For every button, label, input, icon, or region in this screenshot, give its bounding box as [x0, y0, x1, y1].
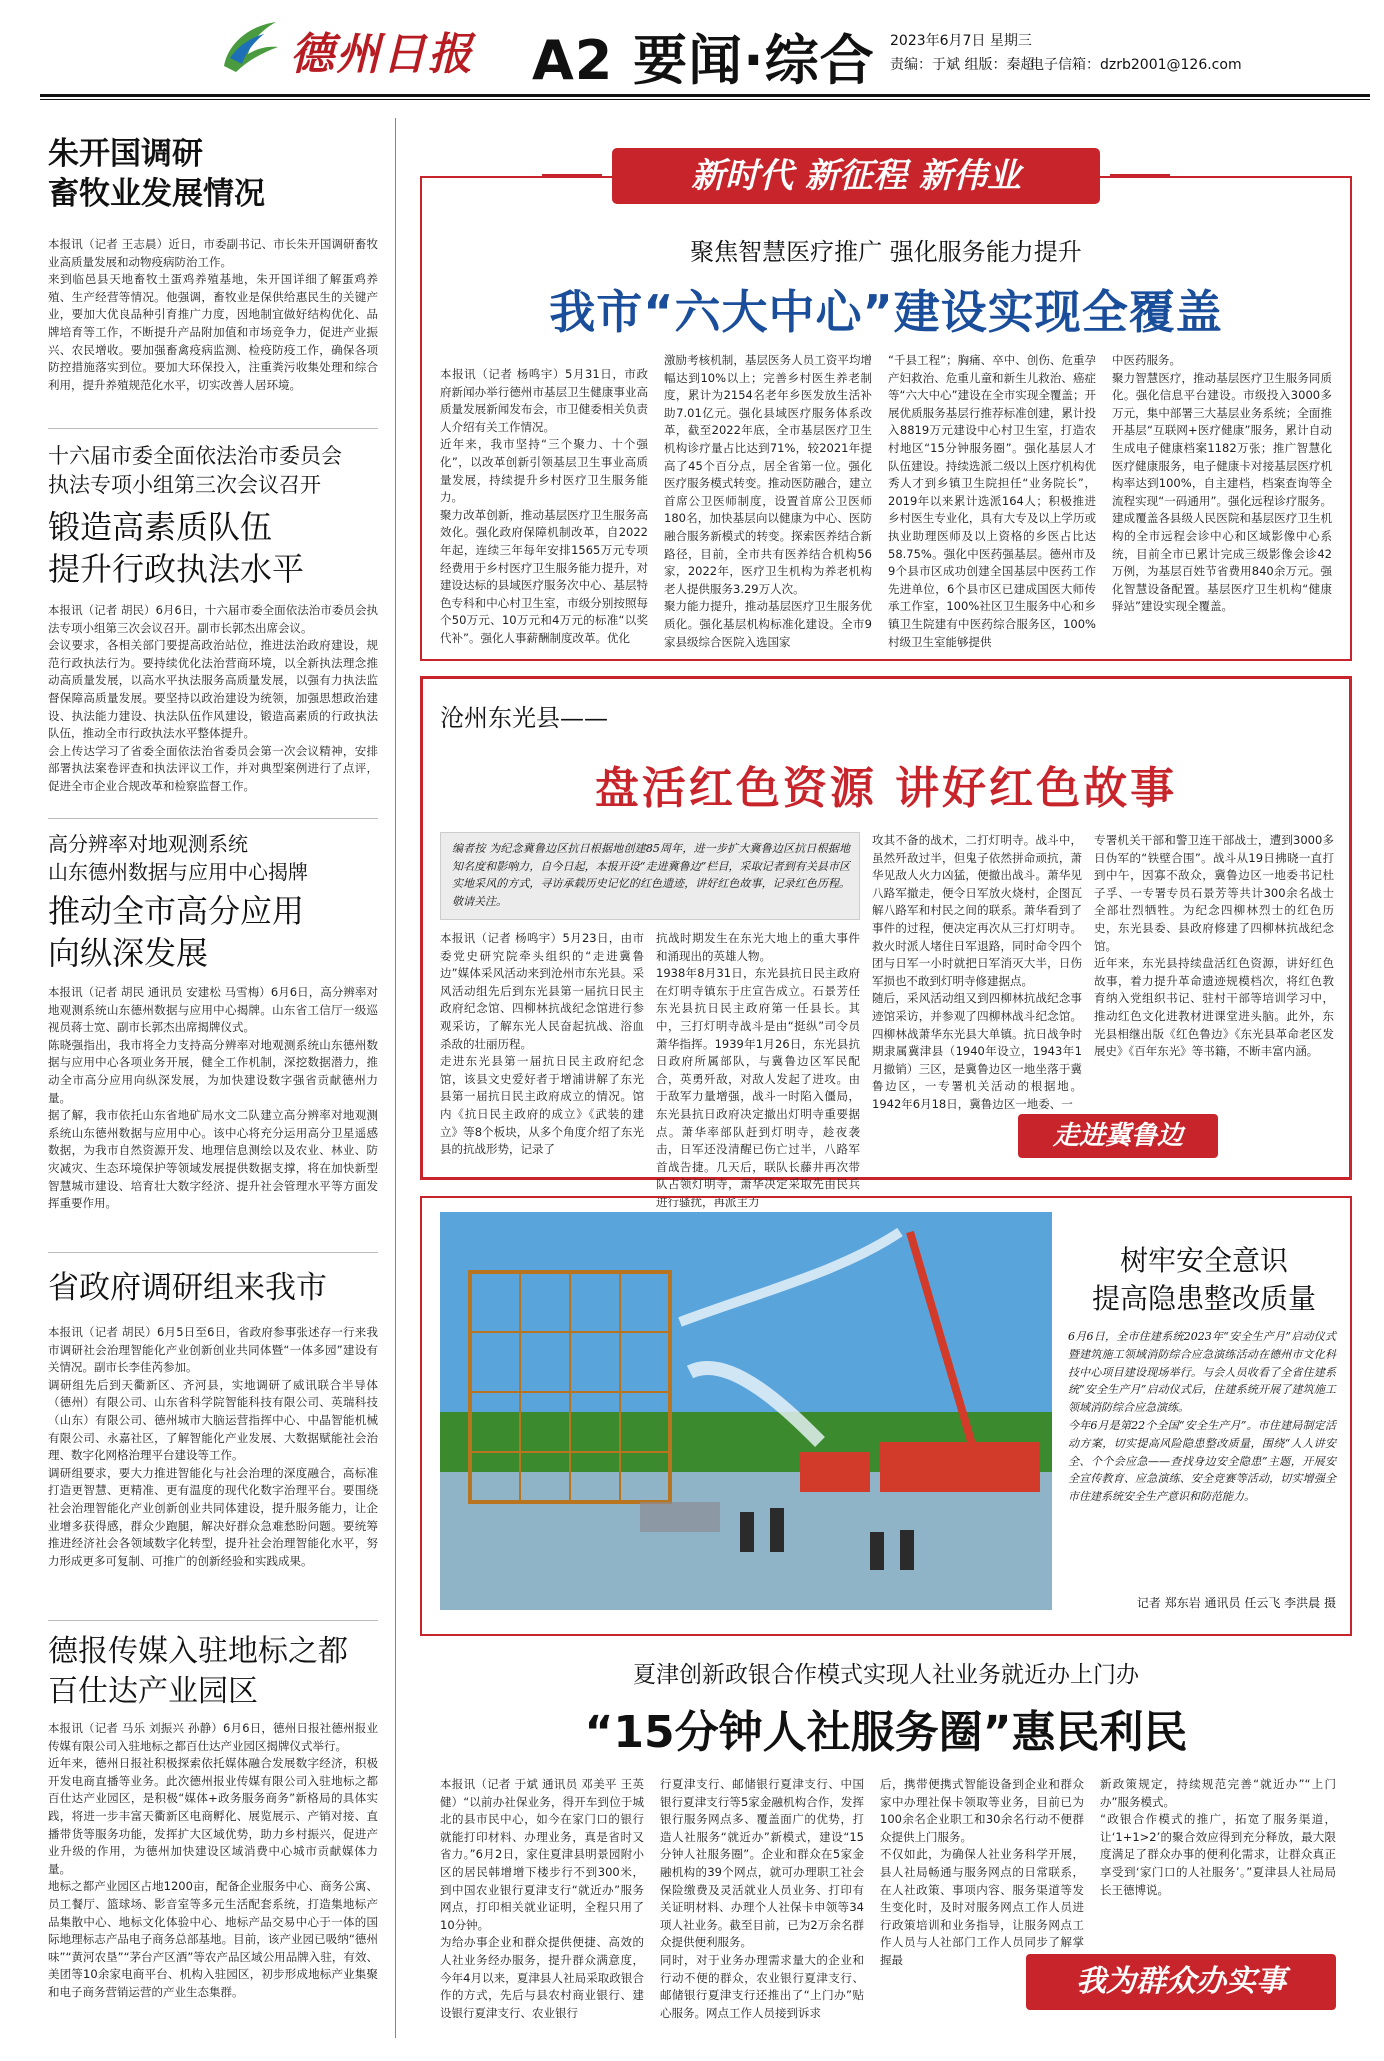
story-divider	[48, 818, 378, 819]
story5-title: 德报传媒入驻地标之都 百仕达产业园区	[48, 1634, 348, 1709]
feature2-title: 盘活红色资源 讲好红色故事	[594, 763, 1178, 814]
feature2-col1: 本报讯（记者 杨鸣宇）5月23日，由市委党史研究院牵头组织的“走进冀鲁边”媒体采风活动来到沧州市东光县。采风活动组先后到东光县第一届抗日民主政府纪念馆、四柳林抗战纪念馆进行参观采访，了解东光人民奋起抗战、浴血杀敌的壮丽历程。 走进东光县第一届抗日民主政府纪念馆，该县文史爱好者于增浦讲解了东光县第一届抗日民主政府成立的情况。馆内《抗日民主政府的成立》《武装的建立》等8个板块，从多个角度介绍了东光县的抗战形势，记录了	[440, 931, 644, 1157]
page-label: A2 要闻·综合	[532, 29, 875, 92]
feature1-banner: 新时代 新征程 新伟业	[612, 148, 1100, 204]
story2-body: 本报讯（记者 胡民）6月6日，十六届市委全面依法治市委员会执法专项小组第三次会议召开。副市长郭杰出席会议。 会议要求，各相关部门要提高政治站位，推进法治政府建设，规范行政执法行为。要持续优化法治营商环境，以全新执法理念推动高质量发展，以高水平执法服务高质量发展，以强有力执法监督保障高质量发展。要坚持以政治建设为统领，加强思想政治建设、执法能力建设、执法队伍作风建设，锻造高素质的行政执法队伍，推动全市行政执法水平整体提升。 会上传达学习了省委全面依法治省委员会第一次会议精神，安排部署执法案卷评查和执法评议工作，并对典型案例进行了点评，促进全市企业合规改革和检察监督工作。	[48, 603, 378, 793]
issue-date: 2023年6月7日 星期三	[890, 33, 1032, 49]
story-divider	[48, 428, 378, 429]
feature2-col2: 抗战时期发生在东光大地上的重大事件和涌现出的英雄人物。 1938年8月31日，东光县抗日民主政府在灯明寺镇东于庄宣告成立。石景芳任东光县抗日民主政府第一任县长。其中，三打灯明寺战斗是由“挺纵”司令员萧华指挥。1939年1月26日，东光县抗日政府所属部队，与冀鲁边区军民配合，英勇歼敌，对敌人发起了进攻。由于敌军力量增强，战斗一时陷入僵局，东光县抗日政府决定撤出灯明寺重要据点。萧华率部队赶到灯明寺，趁夜袭击，日军还没清醒已伤亡过半，八路军首战告捷。几天后，联队长藤井再次带队占领灯明寺，萧华决定采取先由民兵进行骚扰，再派主力	[656, 931, 860, 1209]
feature2-col4: 专署机关干部和警卫连干部战士，遭到3000多日伪军的“铁壁合围”。战斗从19日拂晓一直打到中午，因寡不敌众，冀鲁边区一地委书记杜子孚、一专署专员石景芳等共计300余名战士全部壮烈牺牲。为纪念四柳林烈士的红色历史，东光县委、县政府修建了四柳林抗战纪念馆。 近年来，东光县持续盘活红色资源，讲好红色故事，着力提升革命遗迹规模档次，将红色教育纳入党组织书记、驻村干部等培训学习中，推动红色文化进教材进课堂进头脑。此外，东光县相继出版《红色鲁边》《东光县革命老区发展史》《百年东光》等书籍，不断丰富内涵。	[1094, 833, 1334, 1059]
masthead-rule	[40, 94, 1370, 97]
feature3-credit: 记者 郑东岩 通讯员 任云飞 李洪晨 摄	[1136, 1596, 1336, 1610]
editors-note: 编者按 为纪念冀鲁边区抗日根据地创建85周年，进一步扩大冀鲁边区抗日根据地知名度和影响力，自今日起，本报开设“走进冀鲁边”栏目，采取记者到有关县市区实地采风的方式，寻访承载历史记忆的红色遗迹，讲好红色故事，记录红色历程。敬请关注。	[452, 842, 850, 908]
feature1-subtitle: 聚焦智慧医疗推广 强化服务能力提升	[690, 238, 1082, 266]
story-divider	[48, 1620, 378, 1621]
column-divider	[395, 118, 396, 2038]
story3-title: 推动全市高分应用 向纵深发展	[48, 892, 305, 972]
feature1-col2: 激励考核机制，基层医务人员工资平均增幅达到10%以上；完善乡村医生养老制度，累计为2154名老年乡医发放生活补助7.01亿元。强化县域医疗服务体系改革，截至2022年底，全市基层医疗卫生机构诊疗量占比达到71%，较2021年提高了45个百分点，居全省第一位。强化医疗服务模式转变。推动医防融合，建立首席公卫医师制度，设置首席公卫医师180名，加快基层向以健康为中心、医防融合服务新模式的转变。探索医养结合新路径，目前，全市共有医养结合机构56家，2022年，医疗卫生机构为养老机构老人提供服务3.29万人次。 聚力能力提升，推动基层医疗卫生服务优质化。强化基层机构标准化建设。全市9家县级综合医院入选国家	[664, 353, 872, 649]
feature4-col2: 行夏津支行、邮储银行夏津支行、中国银行夏津支行等5家金融机构合作，发挥银行服务网点多、覆盖面广的优势，打造人社服务“就近办”新模式，建设“15分钟人社服务圈”。企业和群众在5家金融机构的39个网点，就可办理职工社会保险缴费及灵活就业人员业务、打印有关证明材料、办理个人社保卡申领等34项人社业务。截至目前，已为2万余名群众提供便利服务。 同时，对于业务办理需求量大的企业和行动不便的群众，农业银行夏津支行、邮储银行夏津支行还推出了“上门办”贴心服务。网点工作人员接到诉求	[660, 1777, 864, 2020]
feature4-col3: 后，携带便携式智能设备到企业和群众家中办理社保卡领取等业务，目前已为100余名企业职工和30余名行动不便群众提供上门服务。 不仅如此，为确保人社业务科学开展，县人社局畅通与服务网点的日常联系，在人社政策、事项内容、服务渠道等发生变化时，及时对服务网点工作人员进行政策培训和业务指导，让服务网点工作人员与人社部门工作人员同步了解掌握最	[880, 1777, 1084, 1967]
story3-body: 本报讯（记者 胡民 通讯员 安建松 马雪梅）6月6日，高分辨率对地观测系统山东德州数据与应用中心揭牌。山东省工信厅一级巡视员蒋士宽、副市长郭杰出席揭牌仪式。 陈晓强指出，我市将全力支持高分辨率对地观测系统山东德州数据与应用中心各项业务开展，健全工作机制，深挖数据潜力，推动全市高分应用向纵深发展，为加快建设数字强省贡献德州力量。 据了解，我市依托山东省地矿局水文二队建立高分辨率对地观测系统山东德州数据与应用中心。该中心将充分运用高分卫星遥感数据，为我市自然资源开发、地理信息测绘以及农业、林业、防灾减灾、生态环境保护等领域发展提供数据支撑，将在加快新型智慧城市建设、培育壮大数字经济、提升社会管理水平等方面发挥重要作用。	[48, 985, 378, 1211]
story5-body: 本报讯（记者 马乐 刘振兴 孙静）6月6日，德州日报社德州报业传媒有限公司入驻地标之都百仕达产业园区揭牌仪式举行。 近年来，德州日报社积极探索依托媒体融合发展数字经济，积极开发电商直播等业务。此次德州报业传媒有限公司入驻地标之都百仕达产业园区，是积极“媒体+政务服务商务”新格局的具体实践，将进一步丰富天衢新区电商孵化、展览展示、产销对接、直播带货等服务功能，发挥扩大区域优势，助力乡村振兴，促进产业升级的作用，为德州加快建设区域消费中心城市贡献媒体力量。 地标之都产业园区占地1200亩，配备企业服务中心、商务公寓、员工餐厅、篮球场、影音室等多元生活配套系统，打造集地标产品集散中心、地标文化体验中心、地标产品交易中心于一体的国际地理标志产品电子商务总部基地。目前，该产业园已吸纳“德州味”“黄河农垦”“茅台产区酒”等农产品区域公用品牌入驻，有效、美团等10余家电商平台、机构入驻园区，初步形成地标产业集聚和电子商务营销运营的产业生态集群。	[48, 1721, 378, 1999]
feature4-col4: 新政策规定，持续规范完善“就近办”“上门办”服务模式。 “政银合作模式的推广，拓宽了服务渠道，让‘1+1>2’的聚合效应得到充分释放，最大限度满足了群众办事的便利化需求，让群众真正享受到‘家门口的人社服务’。”夏津县人社局局长王德博说。	[1100, 1777, 1336, 1897]
feature3-title: 树牢安全意识 提高隐患整改质量	[1091, 1244, 1316, 1315]
feature3-body: 6月6日，全市住建系统2023年“安全生产月”启动仪式暨建筑施工领域消防综合应急演练活动在德州市文化科技中心项目建设现场举行。与会人员收看了全省住建系统“安全生产月”启动仪式后，住建系统开展了建筑施工领域消防综合应急演练。 今年6月是第22个全国“安全生产月”。市住建局制定活动方案，切实提高风险隐患整改质量，围绕“人人讲安全、个个会应急——查找身边安全隐患”主题，开展安全宣传教育、应急演练、安全竞赛等活动，切实增强全市住建系统安全生产意识和防范能力。	[1068, 1330, 1336, 1504]
feature2-stamp: 走进冀鲁边	[1018, 1114, 1218, 1158]
editor-email: 电子信箱：dzrb2001@126.com	[1030, 57, 1242, 73]
editors-line: 责编：于斌 组版：秦超	[890, 57, 1035, 73]
paper-name: 德州日报	[290, 29, 474, 80]
story4-title: 省政府调研组来我市	[48, 1270, 327, 1306]
feature2-col3: 攻其不备的战术，二打灯明寺。战斗中，虽然歼敌过半，但鬼子依然拼命顽抗，萧华见敌人火力凶猛，便撤出战斗。萧华见八路军撤走，便令日军放火烧村，企图瓦解八路军和村民之间的联系。萧华看到了事件的过程，便决定再次从三打灯明寺。救火时派人堵住日军退路，同时命令四个团与日军一小时就把日军消灭大半，日伤军损也不敢到灯明寺修建据点。 随后，采风活动组又到四柳林抗战纪念事迹馆采访，并参观了四柳林战斗纪念馆。四柳林战萧华东光县大单镇。抗日战争时期隶属冀津县（1940年设立，1943年1月撤销）三区，是冀鲁边区一地坐落于冀鲁边区，一专署机关活动的根据地。1942年6月18日，冀鲁边区一地委、一	[872, 833, 1082, 1111]
story3-kicker: 高分辨率对地观测系统 山东德州数据与应用中心揭牌	[48, 832, 308, 884]
story4-body: 本报讯（记者 胡民）6月5日至6日，省政府参事张述存一行来我市调研社会治理智能化产业创新创业共同体暨“一体多园”建设有关情况。副市长李佳芮参加。 调研组先后到天衢新区、齐河县，实地调研了威讯联合半导体（德州）有限公司、山东省科学院智能科技有限公司、英瑞科技（山东）有限公司、德州城市大脑运营指挥中心、中晶智能机械有限公司、永嘉社区，了解智能化产业发展、大数据赋能社会治理、数字化网格治理平台建设等工作。 调研组要求，要大力推进智能化与社会治理的深度融合，高标准打造更智慧、更精准、更有温度的现代化数字治理平台。要围绕社会治理智能化产业创新创业共同体建设，提升服务能力，让企业增多获得感，群众少跑腿，解决好群众急难愁盼问题。要统筹推进经济社会各领域数字化转型，提升社会治理智能化水平，努力形成更多可复制、可推广的创新经验和实践成果。	[48, 1325, 378, 1568]
story1-title: 朱开国调研 畜牧业发展情况	[48, 136, 265, 212]
feature1-col3: “千县工程”；胸痛、卒中、创伤、危重孕产妇救治、危重儿童和新生儿救治、癌症等“六大中心”建设在全市实现全覆盖；开展优质服务基层行推荐标准创建，累计投入8819万元建设中心村卫生室，打造农村地区“15分钟服务圈”。强化基层人才队伍建设。持续选派二级以上医疗机构优秀人才到乡镇卫生院担任“业务院长”，2019年以来累计选派164人；积极推进乡村医生专业化，具有大专及以上学历或执业助理医师及以上资格的乡医占比达58.75%。强化中医药强基层。德州市及9个县市区成功创建全国基层中医药工作先进单位，6个县市区已建成国医大师传承工作室，100%社区卫生服务中心和乡镇卫生院建有中医药综合服务区，100%村级卫生室能够提供	[888, 353, 1096, 649]
feature1-col4: 中医药服务。 聚力智慧医疗，推动基层医疗卫生服务同质化。强化信息平台建设。市级投入3000多万元，集中部署三大基层业务系统；全面推开基层“互联网+医疗健康”服务，累计自动生成电子健康档案1182万张；推广智慧化医疗健康服务，电子健康卡对接基层医疗机构率达到100%，自主建档，档案查询等全流程实现“一码通用”。强化远程诊疗服务。建成覆盖各县级人民医院和基层医疗卫生机构的全市远程会诊中心和区域影像中心系统，目前全市已累计完成三级影像会诊42万例，为基层百姓节省费用840余万元。强化智慧设备配置。基层医疗卫生机构“健康驿站”建设实现全覆盖。	[1112, 353, 1332, 614]
feature4-stamp: 我为群众办实事	[1026, 1954, 1336, 2010]
feature4-title: “15分钟人社服务圈”惠民利民	[584, 1707, 1188, 1758]
fire-drill-photo	[440, 1212, 1052, 1610]
masthead-rule-thin	[40, 99, 1370, 100]
newspaper-logo-icon	[218, 14, 284, 80]
feature2-kicker: 沧州东光县——	[440, 704, 608, 732]
feature1-title: 我市“六大中心”建设实现全覆盖	[549, 285, 1223, 339]
story2-title: 锻造高素质队伍 提升行政执法水平	[48, 508, 305, 588]
story1-body: 本报讯（记者 王志晨）近日，市委副书记、市长朱开国调研畜牧业高质量发展和动物疫病防治工作。 来到临邑县天地畜牧土蛋鸡养殖基地，朱开国详细了解蛋鸡养殖、生产经营等情况。他强调，畜牧业是保供给惠民生的关键产业，要加大优良品种引育推广力度，因地制宜做好结构优化、品牌培育等工作，不断提升产品附加值和市场竞争力，促进产业振兴、农民增收。要加强畜禽疫病监测、检疫防疫工作，确保各项防控措施落实到位。要加大环保投入，注重粪污收集处理和综合利用，提升养殖规范化水平，切实改善人居环境。	[48, 237, 378, 392]
feature4-col1: 本报讯（记者 于斌 通讯员 邓美平 王英健）“以前办社保业务，得开车到位于城北的县市民中心，如今在家门口的银行就能打印材料、办理业务，真是省时又省力。”6月2日，家住夏津县明景园附小区的居民韩增增下楼步行不到300米，到中国农业银行夏津支行“就近办”服务网点，打印相关就业证明，全程只用了10分钟。 为给办事企业和群众提供便捷、高效的人社业务经办服务，提升群众满意度，今年4月以来，夏津县人社局采取政银合作的方式，先后与县农村商业银行、建设银行夏津支行、农业银行	[440, 1777, 644, 2020]
feature1-col1: 本报讯（记者 杨鸣宇）5月31日，市政府新闻办举行德州市基层卫生健康事业高质量发展新闻发布会，市卫健委相关负责人介绍有关工作情况。 近年来，我市坚持“三个聚力、十个强化”，以改革创新引领基层卫生事业高质量发展，持续提升乡村医疗卫生服务能力。 聚力改革创新，推动基层医疗卫生服务高效化。强化政府保障机制改革，自2022年起，连续三年每年安排1565万元专项经费用于乡村医疗卫生服务能力提升，对建设达标的县域医疗服务次中心、基层特色专科和中心村卫生室，市级分别按照每个50万元、10万元和4万元的标准“以奖代补”。强化人事薪酬制度改革。优化	[440, 367, 648, 645]
feature4-subtitle: 夏津创新政银合作模式实现人社业务就近办上门办	[633, 1662, 1139, 1688]
story-divider	[48, 1252, 378, 1253]
story2-kicker: 十六届市委全面依法治市委员会 执法专项小组第三次会议召开	[48, 444, 342, 497]
